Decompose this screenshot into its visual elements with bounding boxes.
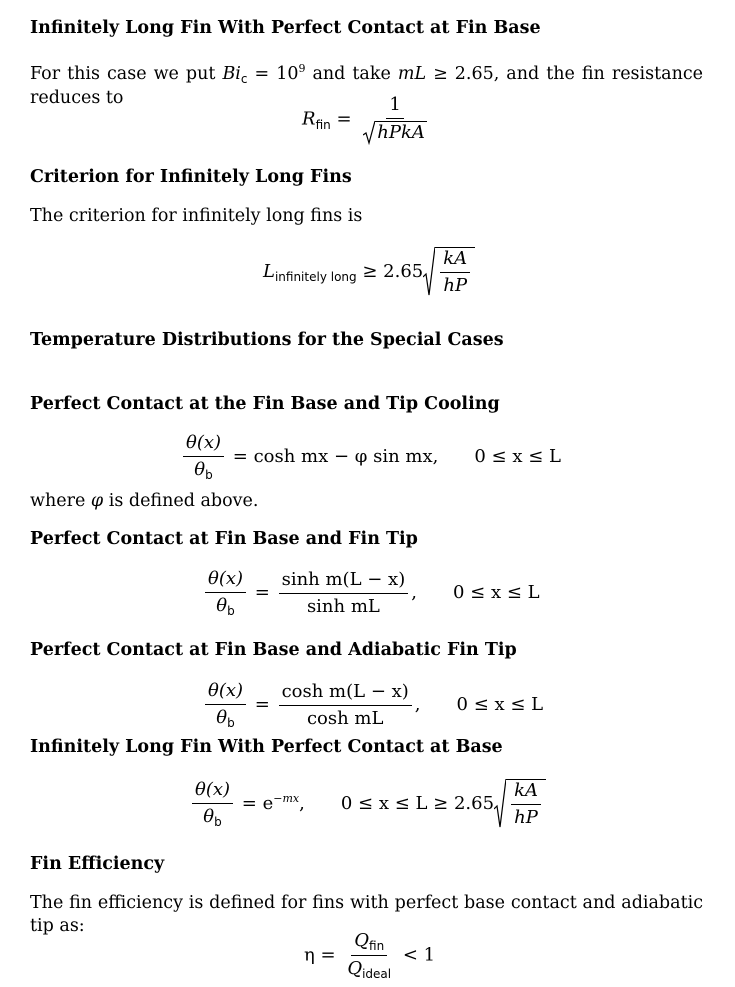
math-ml: mL <box>397 63 427 84</box>
fraction-numerator: kA <box>511 780 541 805</box>
paragraph-criterion: The criterion for infinitely long fins is <box>30 206 363 226</box>
fraction <box>183 432 224 482</box>
fraction-denominator <box>360 119 430 145</box>
math-sub: infinitely long <box>274 270 357 284</box>
text-segment: For this case we put <box>30 63 223 84</box>
fraction <box>279 569 409 618</box>
math-eta: η = <box>304 944 336 966</box>
fraction <box>205 680 246 730</box>
paragraph-fin-efficiency: The fin efficiency is defined for fins with perfect base contact and adiabatic tip as: <box>30 893 703 936</box>
sqrt <box>363 121 427 145</box>
equation-range: 0 ≤ x ≤ L <box>456 694 544 715</box>
fraction <box>344 930 394 981</box>
equation-rhs: = cosh mx − φ sin mx, <box>232 446 439 467</box>
equation-range: 0 ≤ x ≤ L <box>452 582 540 603</box>
fraction <box>279 681 412 730</box>
math-theta: θ <box>203 806 215 827</box>
math-l: L <box>263 261 275 282</box>
math-q: Q <box>347 958 363 979</box>
radical-sign-icon <box>494 779 506 829</box>
fraction-denominator: hP <box>514 807 538 828</box>
section-heading-fin-tip: Perfect Contact at Fin Base and Fin Tip <box>30 529 418 549</box>
math-sub: b <box>227 604 235 618</box>
text-segment: where <box>30 491 91 511</box>
math-sub: b <box>205 468 213 482</box>
math-sub: ideal <box>362 967 392 981</box>
math-comma: , <box>411 582 417 603</box>
equation-range: 0 ≤ x ≤ L ≥ 2.65 <box>340 793 495 814</box>
fraction-numerator: cosh m(L − x) <box>279 681 412 706</box>
section-heading-tip-cooling: Perfect Contact at the Fin Base and Tip Cooling <box>30 394 500 414</box>
radicand <box>506 779 546 829</box>
math-sub: b <box>227 716 235 730</box>
math-e: = e <box>241 793 274 814</box>
math-phi: φ <box>90 491 104 511</box>
math-sub: fin <box>315 117 331 132</box>
equation-tip-cooling <box>180 432 561 482</box>
math-theta: θ <box>216 707 228 728</box>
math-comma: , <box>299 793 305 814</box>
section-heading-criterion: Criterion for Infinitely Long Fins <box>30 167 352 187</box>
sqrt <box>423 247 475 297</box>
math-sub: b <box>214 815 222 829</box>
fraction-numerator: sinh m(L − x) <box>279 569 409 594</box>
equation-range: 0 ≤ x ≤ L <box>474 446 561 467</box>
section-heading-temperature-distributions: Temperature Distributions for the Special Cases <box>30 330 504 350</box>
radical-sign-icon <box>363 121 375 145</box>
equation-fin-resistance: $R_{fin}$ = $\frac{1}{\text{hPkA}}$ <box>302 94 433 145</box>
math-r: R <box>302 108 316 130</box>
radicand <box>435 247 475 297</box>
math-theta: θ <box>216 595 228 616</box>
math-eq: = 10 <box>247 63 299 84</box>
text-segment: is defined above. <box>103 491 259 511</box>
math-bi: Bi <box>222 63 241 84</box>
fraction-denominator: hP <box>443 275 468 296</box>
text-segment: , and the fin resistance reduces to <box>30 63 704 108</box>
math-rel: ≥ 2.65 <box>362 261 424 282</box>
math-q: Q <box>354 930 370 951</box>
fraction-numerator: θ(x) <box>183 432 224 457</box>
equation-infinite-fin <box>189 779 546 829</box>
fraction-numerator: θ(x) <box>192 779 233 804</box>
math-rel: < 1 <box>402 944 436 966</box>
fraction <box>360 94 430 145</box>
math-sub: c <box>240 71 248 86</box>
math-exp: −mx <box>273 792 300 805</box>
fraction-numerator: θ(x) <box>205 680 246 705</box>
radical-sign-icon <box>423 247 435 297</box>
math-theta: θ <box>194 459 206 480</box>
math-rel: ≥ 2.65 <box>426 63 494 84</box>
fraction-denominator: cosh mL <box>306 707 384 729</box>
equation-fin-tip: $\frac{\theta(x)}{\theta_b}$ = $\frac{\text{sinh m(L − x)}}{\text{sinh mL}}$ , 0 ≤ x ≤ L <box>202 568 540 618</box>
equation-criterion <box>263 247 475 297</box>
fraction-numerator: 1 <box>386 94 403 119</box>
fraction <box>192 779 233 829</box>
paragraph-where-phi <box>30 490 703 513</box>
fraction <box>205 568 246 618</box>
math-comma: , <box>414 694 421 715</box>
section-heading-adiabatic-tip: Perfect Contact at Fin Base and Adiabatic Fin Tip <box>30 640 517 660</box>
equation-fin-efficiency <box>304 930 435 981</box>
radicand: hPkA <box>377 122 425 143</box>
section-heading-infinitely-long-fin: Infinitely Long Fin With Perfect Contact at Fin Base <box>30 18 541 38</box>
fraction-numerator: θ(x) <box>205 568 246 593</box>
fraction-denominator: sinh mL <box>306 595 380 617</box>
fraction <box>440 248 470 297</box>
section-heading-fin-efficiency: Fin Efficiency <box>30 854 165 874</box>
fraction-numerator: kA <box>440 248 470 273</box>
sqrt <box>494 779 546 829</box>
section-heading-infinitely-long-base: Infinitely Long Fin With Perfect Contact at Base <box>30 737 503 757</box>
text-segment: and take <box>305 63 398 84</box>
math-exp: 9 <box>298 62 306 75</box>
equation-adiabatic-tip: $\frac{\theta(x)}{\theta_b}$ = $\frac{\text{cosh m(L − x)}}{\text{cosh mL}}$ , 0 ≤ x ≤ L <box>202 680 543 730</box>
fraction <box>511 780 541 829</box>
math-sub: fin <box>369 939 385 953</box>
